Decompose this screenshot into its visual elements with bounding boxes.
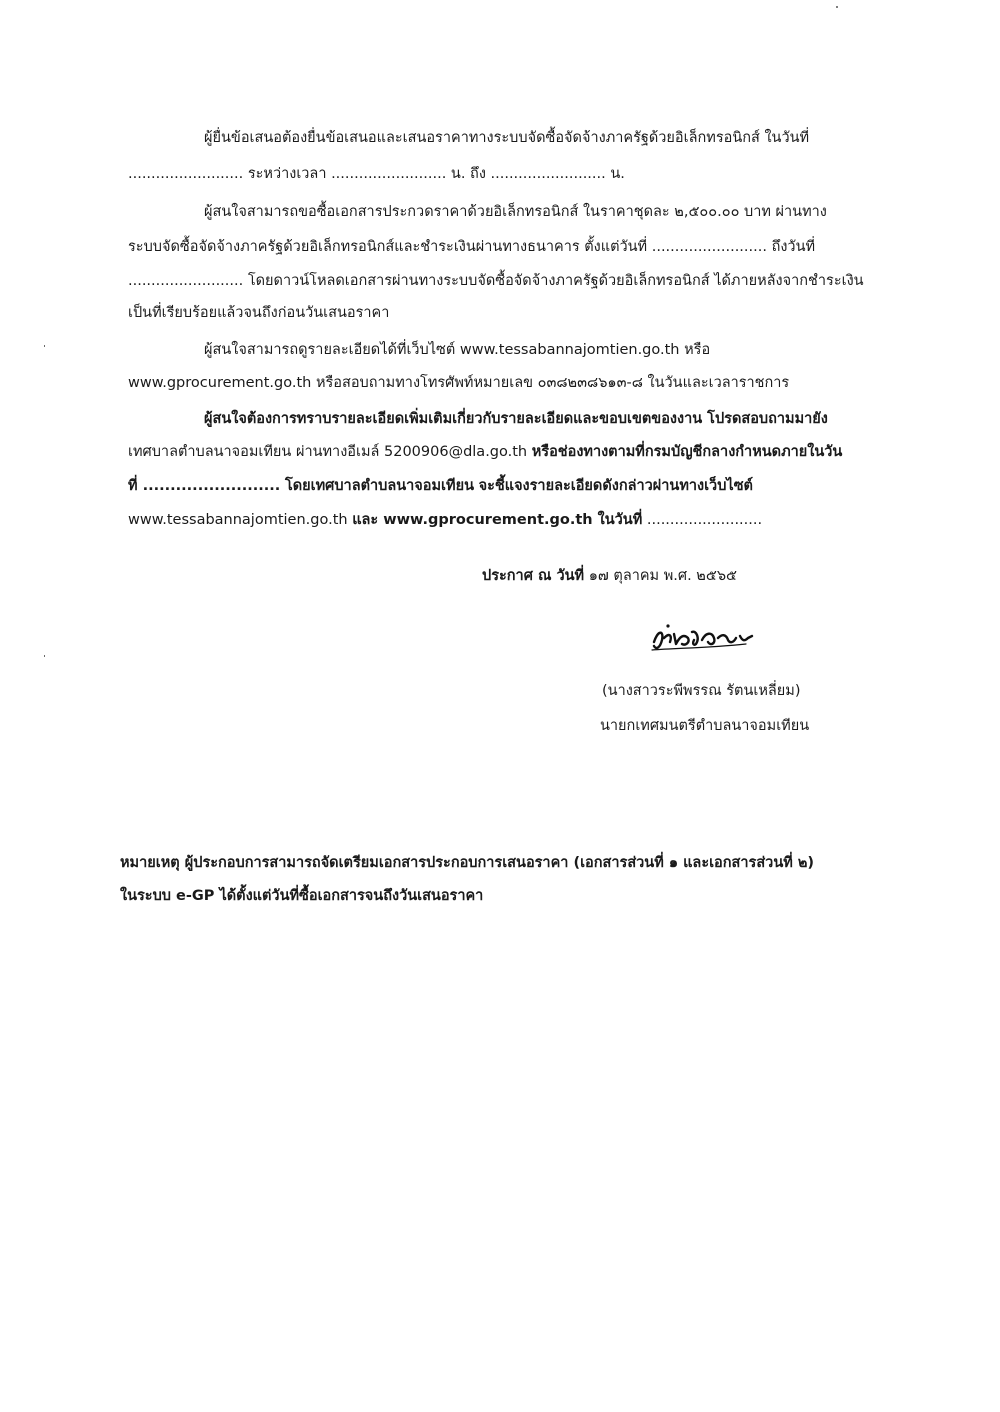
note-label: หมายเหตุ bbox=[120, 855, 180, 871]
p4-line3-date: ที่ ......................... bbox=[128, 478, 281, 494]
signatory-position: นายกเทศมนตรีตำบลนาจอมเทียน bbox=[600, 718, 810, 734]
p3-line1: ผู้สนใจสามารถดูรายละเอียดได้ที่เว็บไซต์ www.tessabannajomtien.go.th หรือ bbox=[204, 342, 711, 358]
announcement-date bbox=[482, 566, 737, 586]
p2-line3: ......................... โดยดาวน์โหลดเอกสารผ่านทางระบบจัดซื้อจัดจ้างภาครัฐด้วยอิเล็กทรอนิกส์ ได้ภายหลังจากชำระเงิน bbox=[128, 273, 864, 289]
p1-line2: ......................... ระหว่างเวลา ......................... น. ถึง ......................... น. bbox=[128, 166, 625, 182]
p4-line4-website: www.tessabannajomtien.go.th bbox=[128, 512, 348, 528]
note-line2: ในระบบ e-GP ได้ตั้งแต่วันที่ซื้อเอกสารจนถึงวันเสนอราคา bbox=[120, 888, 484, 904]
p4-line4-dots: ......................... bbox=[646, 512, 763, 528]
p4-line4-and: และ www.gprocurement.go.th ในวันที่ bbox=[352, 512, 643, 528]
announcement-date-value: ๑๗ ตุลาคม พ.ศ. ๒๕๖๕ bbox=[588, 568, 738, 584]
signature-image bbox=[648, 616, 760, 656]
p4-line1: ผู้สนใจต้องการทราบรายละเอียดเพิ่มเติมเกี่ยวกับรายละเอียดและขอบเขตของงาน โปรดสอบถามมายัง bbox=[204, 411, 828, 427]
p4-line4 bbox=[128, 510, 762, 530]
note-text-1: ผู้ประกอบการสามารถจัดเตรียมเอกสารประกอบการเสนอราคา (เอกสารส่วนที่ ๑ และเอกสารส่วนที่ ๒) bbox=[184, 855, 815, 871]
p4-line2-bold: หรือช่องทางตามที่กรมบัญชีกลางกำหนดภายในวัน bbox=[531, 444, 843, 460]
p4-line2-email-text: เทศบาลตำบลนาจอมเทียน ผ่านทางอีเมล์ 5200906@dla.go.th bbox=[128, 444, 528, 460]
p1-line1: ผู้ยื่นข้อเสนอต้องยื่นข้อเสนอและเสนอราคาทางระบบจัดซื้อจัดจ้างภาครัฐด้วยอิเล็กทรอนิกส์ ในวันที่ bbox=[204, 130, 810, 146]
p2-line4: เป็นที่เรียบร้อยแล้วจนถึงก่อนวันเสนอราคา bbox=[128, 305, 390, 321]
p4-line2 bbox=[128, 442, 842, 462]
announcement-label: ประกาศ ณ วันที่ bbox=[482, 568, 585, 584]
signatory-name: (นางสาวระพีพรรณ รัตนเหลี่ยม) bbox=[602, 683, 801, 699]
p4-line3 bbox=[128, 476, 753, 496]
p2-line2: ระบบจัดซื้อจัดจ้างภาครัฐด้วยอิเล็กทรอนิกส์และชำระเงินผ่านทางธนาคาร ตั้งแต่วันที่ ......................... ถึงวันที่ bbox=[128, 239, 816, 255]
p3-line2: www.gprocurement.go.th หรือสอบถามทางโทรศัพท์หมายเลข ๐๓๘๒๓๘๖๑๓-๘ ในวันและเวลาราชการ bbox=[128, 375, 790, 391]
scan-speck bbox=[44, 655, 45, 657]
scan-speck bbox=[44, 345, 45, 347]
note-line1 bbox=[120, 853, 814, 873]
scan-speck bbox=[836, 6, 838, 8]
p2-line1: ผู้สนใจสามารถขอซื้อเอกสารประกวดราคาด้วยอิเล็กทรอนิกส์ ในราคาชุดละ ๒,๕๐๐.๐๐ บาท ผ่านทาง bbox=[204, 204, 827, 220]
p4-line3-by: โดยเทศบาลตำบลนาจอมเทียน bbox=[284, 478, 474, 494]
p4-line3-clarify: จะชี้แจงรายละเอียดดังกล่าวผ่านทางเว็บไซต์ bbox=[478, 478, 753, 494]
